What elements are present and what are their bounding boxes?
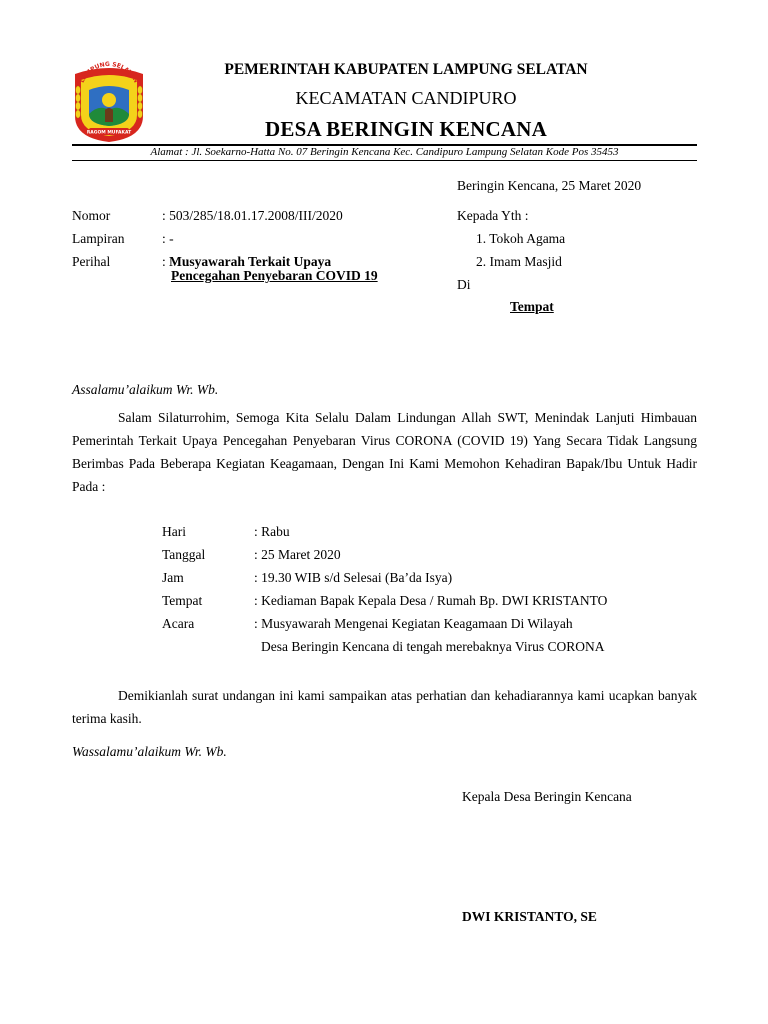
emblem-bottom-text: RAGOM MUFAKAT (86, 130, 132, 136)
recipient-di: Di (457, 277, 471, 292)
emblem-tower (105, 108, 113, 122)
recipient-item: 2. Imam Masjid (476, 254, 562, 269)
detail-label-tanggal: Tanggal (162, 547, 206, 562)
body-paragraph: Salam Silaturrohim, Semoga Kita Selalu Dalam Lindungan Allah SWT, Menindak Lanjuti Himbauan Pemerintah Terkait Upaya Pencegahan Penyebaran Virus CORONA (COVID 19) Yang Secara Tidak Langsung Berimbas Pada Beberapa Kegiatan Keagamaan, Dengan Ini Kami Memohon Kehadiran Bapak/Ibu Untuk Hadir Pada : (72, 410, 697, 494)
detail-value-acara: : Musyawarah Mengenai Kegiatan Keagamaan Di Wilayah (254, 616, 573, 631)
letterhead-address: Alamat : Jl. Soekarno-Hatta No. 07 Beringin Kencana Kec. Candipuro Lampung Selatan Kode Pos 35453 (150, 146, 619, 158)
detail-value-jam: : 19.30 WIB s/d Selesai (Ba’da Isya) (254, 570, 453, 585)
detail-label-tempat: Tempat (162, 593, 203, 608)
perihal-line1: Musyawarah Terkait Upaya (169, 254, 332, 269)
signature-title: Kepala Desa Beringin Kencana (462, 789, 632, 804)
detail-label-jam: Jam (162, 570, 184, 585)
detail-value-tanggal: : 25 Maret 2020 (254, 547, 341, 562)
lampung-selatan-emblem-logo (67, 60, 151, 144)
detail-value-hari: : Rabu (254, 524, 290, 539)
lampiran-label: Lampiran (72, 231, 125, 246)
lampiran-value: : - (162, 231, 174, 246)
letterhead-district: KECAMATAN CANDIPURO (295, 88, 517, 108)
letter-date: Beringin Kencana, 25 Maret 2020 (457, 178, 642, 193)
letterhead-bottom-rule (72, 160, 697, 161)
detail-label-acara: Acara (162, 616, 195, 631)
greeting: Assalamu’alaikum Wr. Wb. (72, 382, 219, 397)
perihal-label: Perihal (72, 254, 111, 269)
farewell: Wassalamu’alaikum Wr. Wb. (72, 744, 227, 759)
letterhead-village: DESA BERINGIN KENCANA (265, 117, 547, 141)
recipient-place: Tempat (510, 299, 554, 314)
detail-value-tempat: : Kediaman Bapak Kepala Desa / Rumah Bp. DWI KRISTANTO (254, 593, 608, 608)
recipient-item: 1. Tokoh Agama (476, 231, 566, 246)
nomor-value: : 503/285/18.01.17.2008/III/2020 (162, 208, 343, 223)
emblem-sun (102, 93, 116, 107)
signature-name: DWI KRISTANTO, SE (462, 909, 597, 924)
perihal-line2: Pencegahan Penyebaran COVID 19 (171, 268, 378, 283)
detail-label-hari: Hari (162, 524, 186, 539)
perihal-prefix: : (162, 254, 170, 269)
recipient-label: Kepada Yth : (457, 208, 529, 223)
detail-value-acara-cont: Desa Beringin Kencana di tengah merebaknya Virus CORONA (261, 639, 605, 654)
emblem-top-text: LAMPUNG SELATAN (78, 60, 140, 85)
letterhead-government: PEMERINTAH KABUPATEN LAMPUNG SELATAN (224, 61, 588, 78)
closing-paragraph: Demikianlah surat undangan ini kami sampaikan atas perhatian dan kehadiarannya kami ucapkan banyak terima kasih. (72, 688, 697, 726)
nomor-label: Nomor (72, 208, 111, 223)
